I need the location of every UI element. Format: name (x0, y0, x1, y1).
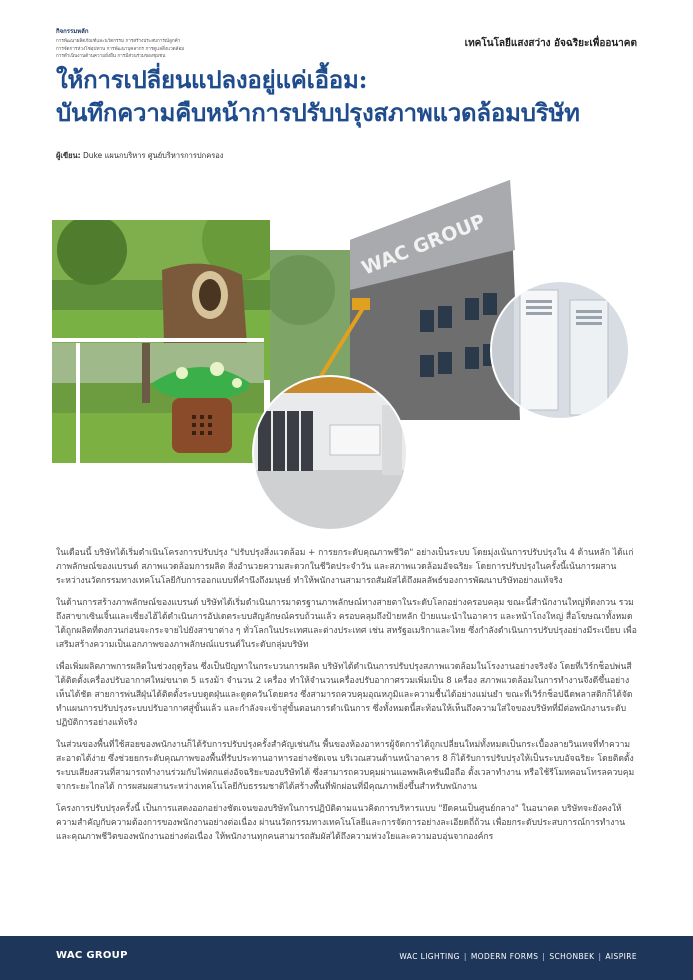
author-byline (56, 150, 223, 162)
article-body (56, 546, 640, 852)
air-conditioner-photo (490, 280, 630, 420)
paragraph: เพื่อเพิ่มผลิตภาพการผลิตในช่วงฤดูร้อน ซึ่งเป็นปัญหาในกระบวนการผลิต บริษัทได้ดำเนินการปรับปรุงสภาพแวดล้อมในโรงงานอย่างจริงจัง โดยที่เวิร์กช็อปพ่นสีได้ติดตั้งเครื่องปรับอากาศใหม่ขนาด 5 แรงม้า จำนวน 2 เครื่อง ทำให้จำนวนเครื่องปรับอากาศรวมเพิ่มเป็น 8 เครื่อง สภาพแวดล้อมในการทำงานจึงดีขึ้นอย่างเห็นได้ชัด สายการพ่นสีฝุ่นได้ติดตั้งระบบดูดฝุ่นและดูดควันโดยตรง ซึ่งสามารถควบคุมอุณหภูมิและความชื้นได้อย่างแม่นยำ ขณะที่เวิร์กช็อปฉีดพลาสติกก็ได้จัดทำแผนการปรับปรุงระบบปรับอากาศสู่ขั้นแล้ว และกำลังจะเข้าสู่ขั้นตอนการดำเนินการ ซึ่งทั้งหมดนี้สะท้อนให้เห็นถึงความใส่ใจของบริษัทที่มีต่อพนักงานระดับปฏิบัติการอย่างแท้จริง (56, 662, 633, 728)
meta-line: การพัฒนาผลิตภัณฑ์และนวัตกรรม การสร้างประสบการณ์ลูกค้า (56, 39, 181, 44)
lobby-interior-photo (250, 375, 410, 530)
page-footer (0, 936, 693, 980)
brand-item: WAC LIGHTING (399, 952, 460, 961)
meta-line: การดำเนินงานด้านความยั่งยืน การมีส่วนร่วมของชุมชน (56, 54, 166, 59)
brand-item: SCHONBEK (549, 952, 595, 961)
section-label: เทคโนโลยีแสงสว่าง อัจฉริยะเพื่ออนาคต (464, 38, 637, 49)
article-title-line2: บันทึกความคืบหน้าการปรับปรุงสภาพแวดล้อมบริษัท (56, 98, 580, 127)
paragraph: ในส่วนของพื้นที่ใช้สอยของพนักงานก็ได้รับการปรับปรุงครั้งสำคัญเช่นกัน พื้นของห้องอาหารผู้จัดการได้ถูกเปลี่ยนใหม่ทั้งหมดเป็นกระเบื้องลายวินเทจที่ทำความสะอาดได้ง่าย ซึ่งช่วยยกระดับคุณภาพของพื้นที่รับประทานอาหารอย่างชัดเจน บริเวณสวนด้านหน้าอาคาร 8 ก็ได้รับการปรับปรุงให้เป็นระบบอัจฉริยะ โดยติดตั้งระบบเสียงสวนที่สามารถทำงานร่วมกับไฟตกแต่งอัจฉริยะของบริษัทได้ ซึ่งสามารถควบคุมผ่านแอพพลิเคชันมือถือ ตั้งเวลาทำงาน หรือใช้รีโมทคอนโทรลควบคุมจากระยะไกลได้ การผสมผสานระหว่างเทคโนโลยีกับธรรมชาติได้สร้างพื้นที่พักผ่อนที่มีคุณภาพยิ่งขึ้นสำหรับพนักงาน (56, 740, 635, 792)
divider: | (598, 952, 602, 961)
divider: | (463, 952, 467, 961)
paragraph: ในเดือนนี้ บริษัทได้เริ่มดำเนินโครงการปรับปรุง "ปรับปรุงสิ่งแวดล้อม + การยกระดับคุณภาพชีวิต" อย่างเป็นระบบ โดยมุ่งเน้นการปรับปรุงใน 4 ด้านหลัก ได้แก่ ภาพลักษณ์ของแบรนด์ สภาพแวดล้อมการผลิต สิ่งอำนวยความสะดวกในชีวิตประจำวัน และสภาพแวดล้อมอัจฉริยะ โดยการปรับปรุงในครั้งนี้เน้นการผสานระหว่างนวัตกรรมทางเทคโนโลยีกับการออกแบบที่คำนึงถึงมนุษย์ ทำให้พนักงานสามารถสัมผัสได้ถึงผลลัพธ์ของการพัฒนาบริษัทอย่างแท้จริง (56, 548, 634, 586)
article-title-line1: ให้การเปลี่ยนแปลงอยู่แค่เอื้อม: (56, 65, 368, 94)
photo-collage (0, 180, 693, 530)
brand-item: AISPIRE (605, 952, 637, 961)
author-value: Duke แผนกบริหาร ศูนย์บริหารการปกครอง (83, 151, 224, 160)
meta-line: การจัดการห่วงโซ่อุปทาน การพัฒนาบุคลากร การดูแลสิ่งแวดล้อม (56, 46, 185, 52)
divider: | (542, 952, 546, 961)
brand-item: MODERN FORMS (470, 952, 539, 961)
paragraph: โครงการปรับปรุงครั้งนี้ เป็นการแสดงออกอย่างชัดเจนของบริษัทในการปฏิบัติตามแนวคิดการบริหารแบบ "ยึดคนเป็นศูนย์กลาง" ในอนาคต บริษัทจะยังคงให้ความสำคัญกับความต้องการของพนักงานอย่างต่อเนื่อง ผ่านนวัตกรรมทางเทคโนโลยีและการจัดการอย่างละเอียดถี่ถ้วน เพื่อยกระดับประสบการณ์การทำงานและคุณภาพชีวิตของพนักงานอย่างต่อเนื่อง ให้พนักงานทุกคนสามารถสัมผัสได้ถึงความห่วงใยและความอบอุ่นจากองค์กร (56, 804, 626, 842)
activity-meta (56, 26, 286, 61)
brand-list (399, 952, 637, 961)
author-label: ผู้เขียน: (56, 151, 81, 160)
building-sign: WAC GROUP (358, 210, 489, 280)
meta-title: กิจกรรมหลัก (56, 28, 89, 35)
article-title (56, 63, 646, 129)
footer-logo: WAC GROUP (56, 950, 128, 961)
paragraph: ในด้านการสร้างภาพลักษณ์ของแบรนด์ บริษัทได้เริ่มดำเนินการมาตรฐานภาพลักษณ์ทางสายตาในระดับโลกอย่างครอบคลุม ขณะนี้สำนักงานใหญ่ที่ดงกวน รวมถึงสาขาเซินเจิ้นและเซี่ยงไฮ้ได้ดำเนินการอัปเดตระบบสัญลักษณ์ครบถ้วนแล้ว ครอบคลุมถึงป้ายหลัก ป้ายแนะนำในอาคาร และหน้าโถงใหญ่ สื่อโฆษณาทั้งหมดได้ถูกผลิตที่ดงกวนก่อนจะกระจายไปยังสาขาต่าง ๆ ทั่วโลกในประเทศและต่างประเทศ เช่น สหรัฐอเมริกาและไทย ซึ่งกำลังดำเนินการปรับปรุงอย่างมีระเบียบ เพื่อเสริมสร้างความเป็นเอกภาพของภาพลักษณ์แบรนด์ในระดับกลุ่มบริษัท (56, 598, 637, 650)
